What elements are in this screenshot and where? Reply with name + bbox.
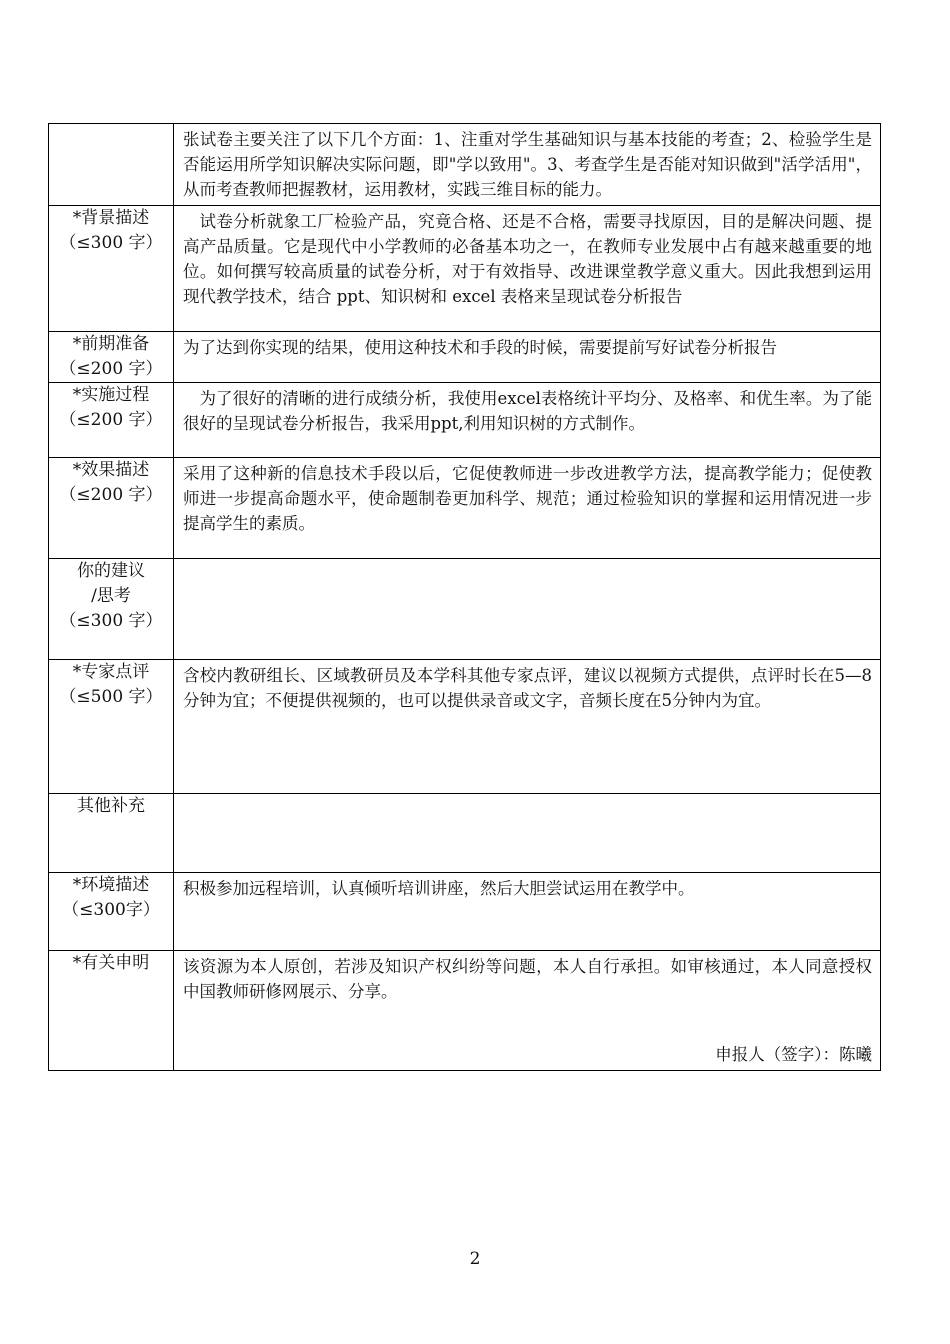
table-row (49, 660, 881, 794)
table-row (49, 458, 881, 559)
label-line: 你的建议 (77, 561, 145, 581)
label-line: *前期准备 (72, 334, 150, 354)
preparation-text: 为了达到你实现的结果，使用这种技术和手段的时候，需要提前写好试卷分析报告 (174, 332, 881, 383)
label-line: *效果描述 (72, 460, 150, 480)
signature-line: 申报人（签字）：陈曦 (715, 1045, 872, 1064)
label-line: （≤300字） (62, 900, 160, 920)
label-line: （≤500 字） (59, 687, 163, 707)
table-row (49, 873, 881, 951)
expert-review-label (49, 660, 174, 794)
other-text (174, 794, 881, 873)
suggestion-label (49, 559, 174, 660)
intro-continuation-text: 张试卷主要关注了以下几个方面：1、注重对学生基础知识与基本技能的考查；2、检验学生是否能运用所学知识解决实际问题，即"学以致用"。3、考查学生是否能对知识做到"活学活用"，从而考查教师把握教材，运用教材，实践三维目标的能力。 (174, 124, 881, 206)
background-text: 试卷分析就象工厂检验产品，究竟合格、还是不合格，需要寻找原因，目的是解决问题、提高产品质量。它是现代中小学教师的必备基本功之一，在教师专业发展中占有越来越重要的地位。如何撰写较高质量的试卷分析，对于有效指导、改进课堂教学意义重大。因此我想到运用现代教学技术，结合 ppt、知识树和 excel 表格来呈现试卷分析报告 (183, 212, 872, 306)
other-label (49, 794, 174, 873)
report-form-table (48, 123, 881, 1071)
table-row (49, 332, 881, 383)
row-label-empty (49, 124, 174, 206)
implementation-label (49, 383, 174, 458)
declaration-content (174, 951, 881, 1071)
implementation-content (174, 383, 881, 458)
label-line: （≤200 字） (59, 359, 163, 379)
label-line: *有关申明 (72, 953, 150, 973)
label-line: （≤200 字） (59, 485, 163, 505)
label-line: 其他补充 (77, 796, 145, 816)
effect-label (49, 458, 174, 559)
table-row (49, 951, 881, 1071)
table-row (49, 559, 881, 660)
label-line: （≤300 字） (59, 233, 163, 253)
table-row (49, 124, 881, 206)
table-row (49, 383, 881, 458)
label-line: *专家点评 (72, 662, 150, 682)
label-line: *实施过程 (72, 385, 150, 405)
environment-text: 积极参加远程培训，认真倾听培训讲座，然后大胆尝试运用在教学中。 (174, 873, 881, 951)
suggestion-text (174, 559, 881, 660)
label-line: *背景描述 (72, 208, 150, 228)
label-line: /思考 (91, 586, 131, 606)
label-line: （≤200 字） (59, 410, 163, 430)
background-label (49, 206, 174, 332)
label-line: *环境描述 (72, 875, 150, 895)
declaration-label (49, 951, 174, 1071)
environment-label (49, 873, 174, 951)
expert-review-text: 含校内教研组长、区域教研员及本学科其他专家点评，建议以视频方式提供，点评时长在5—8分钟为宜；不便提供视频的，也可以提供录音或文字，音频长度在5分钟内为宜。 (174, 660, 881, 794)
table-row (49, 206, 881, 332)
effect-text: 采用了这种新的信息技术手段以后，它促使教师进一步改进教学方法，提高教学能力；促使教师进一步提高命题水平，使命题制卷更加科学、规范；通过检验知识的掌握和运用情况进一步提高学生的素质。 (174, 458, 881, 559)
label-line: （≤300 字） (59, 611, 163, 631)
preparation-label (49, 332, 174, 383)
page-number: 2 (469, 1249, 481, 1269)
table-row (49, 794, 881, 873)
background-content (174, 206, 881, 332)
declaration-text: 该资源为本人原创，若涉及知识产权纠纷等问题，本人自行承担。如审核通过，本人同意授权中国教师研修网展示、分享。 (183, 957, 872, 1001)
implementation-text: 为了很好的清晰的进行成绩分析，我使用excel表格统计平均分、及格率、和优生率。为了能很好的呈现试卷分析报告，我采用ppt,利用知识树的方式制作。 (183, 389, 872, 433)
